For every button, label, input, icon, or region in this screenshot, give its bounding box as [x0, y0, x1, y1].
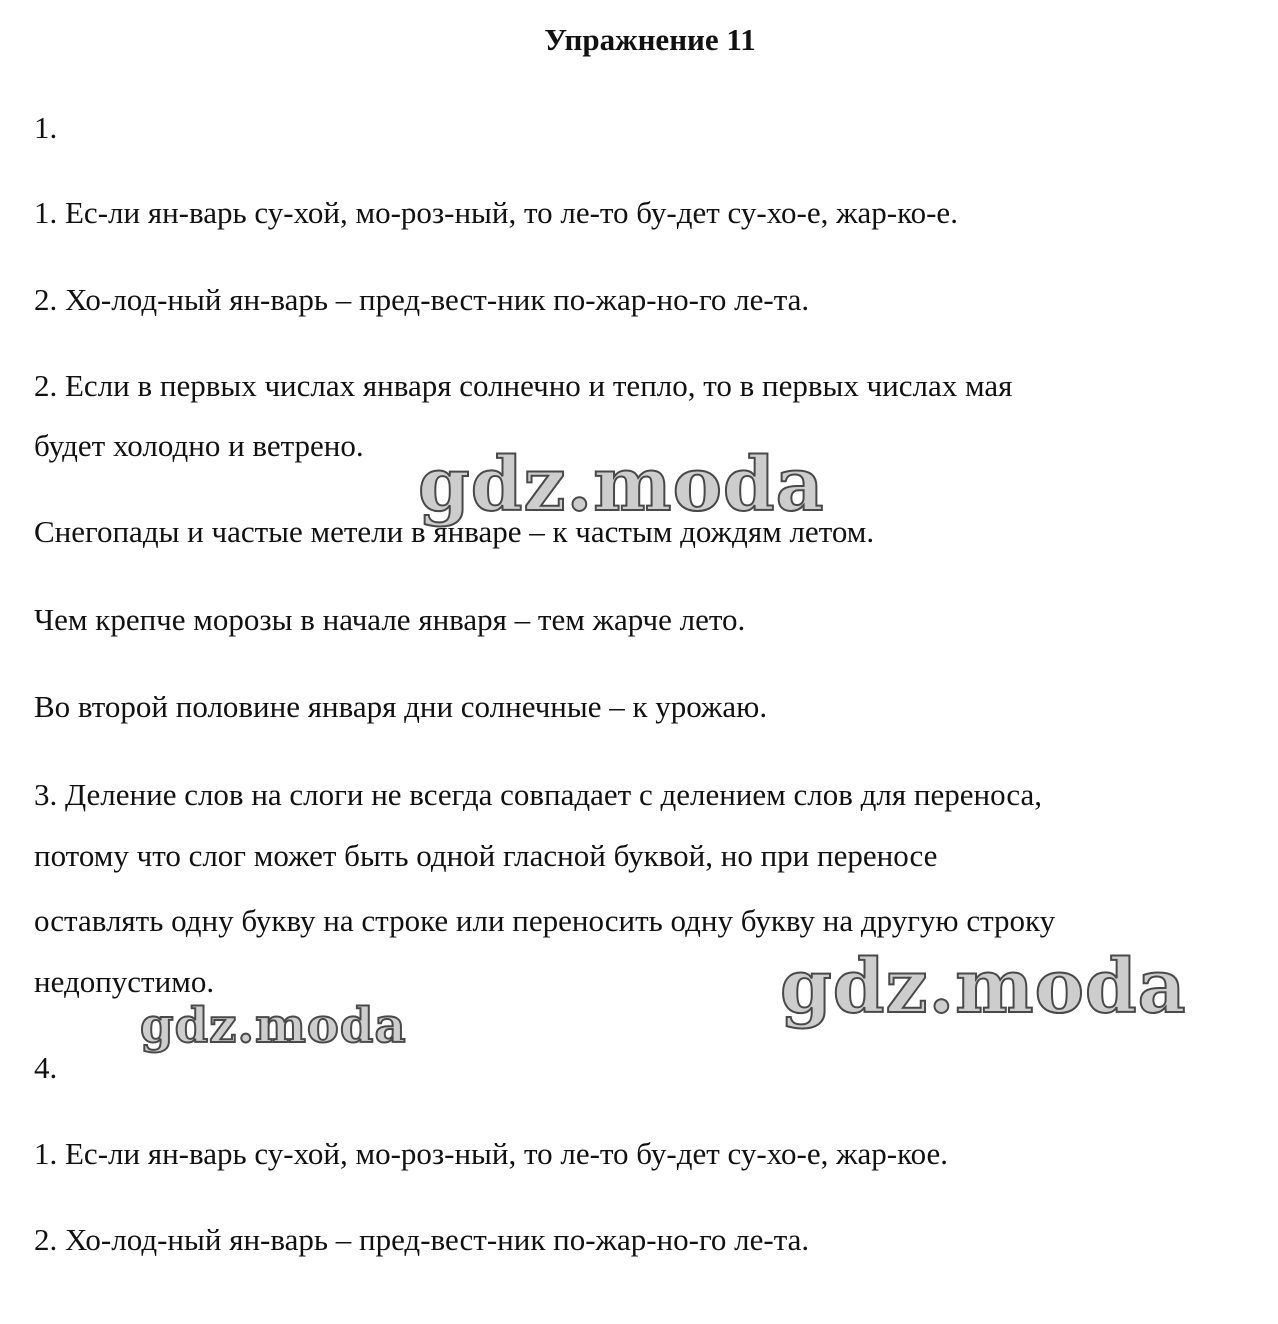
watermark-logo: gdz.moda	[418, 442, 825, 528]
watermark-logo: gdz.moda	[780, 944, 1187, 1030]
item-2-line-4: Чем крепче морозы в начале января – тем жарче лето.	[34, 602, 746, 637]
item-4-number: 4.	[34, 1050, 58, 1085]
item-2-line-2: будет холодно и ветрено.	[34, 428, 364, 463]
item-1-line-2: 2. Хо-лод-ный ян-варь – пред-вест-ник по-жар-но-го ле-та.	[34, 282, 810, 317]
item-3-line-1: 3. Деление слов на слоги не всегда совпадает с делением слов для переноса,	[34, 777, 1042, 812]
item-2-line-5: Во второй половине января дни солнечные – к урожаю.	[34, 689, 768, 724]
exercise-title: Упражнение 11	[544, 22, 756, 57]
item-3-line-3: оставлять одну букву на строке или переносить одну букву на другую строку	[34, 903, 1056, 938]
item-2-line-3: Снегопады и частые метели в январе – к частым дождям летом.	[34, 514, 875, 549]
item-2-line-1: 2. Если в первых числах января солнечно и тепло, то в первых числах мая	[34, 368, 1013, 403]
item-4-line-1: 1. Ес-ли ян-варь су-хой, мо-роз-ный, то ле-то бу-дет су-хо-е, жар-кое.	[34, 1136, 949, 1171]
item-3-line-2: потому что слог может быть одной гласной буквой, но при переносе	[34, 838, 938, 873]
item-4-line-2: 2. Хо-лод-ный ян-варь – пред-вест-ник по-жар-но-го ле-та.	[34, 1222, 810, 1257]
item-1-line-1: 1. Ес-ли ян-варь су-хой, мо-роз-ный, то ле-то бу-дет су-хо-е, жар-ко-е.	[34, 195, 958, 230]
item-3-line-4: недопустимо.	[34, 964, 215, 999]
item-1-number: 1.	[34, 110, 58, 145]
watermark-logo: gdz.moda	[140, 998, 407, 1054]
